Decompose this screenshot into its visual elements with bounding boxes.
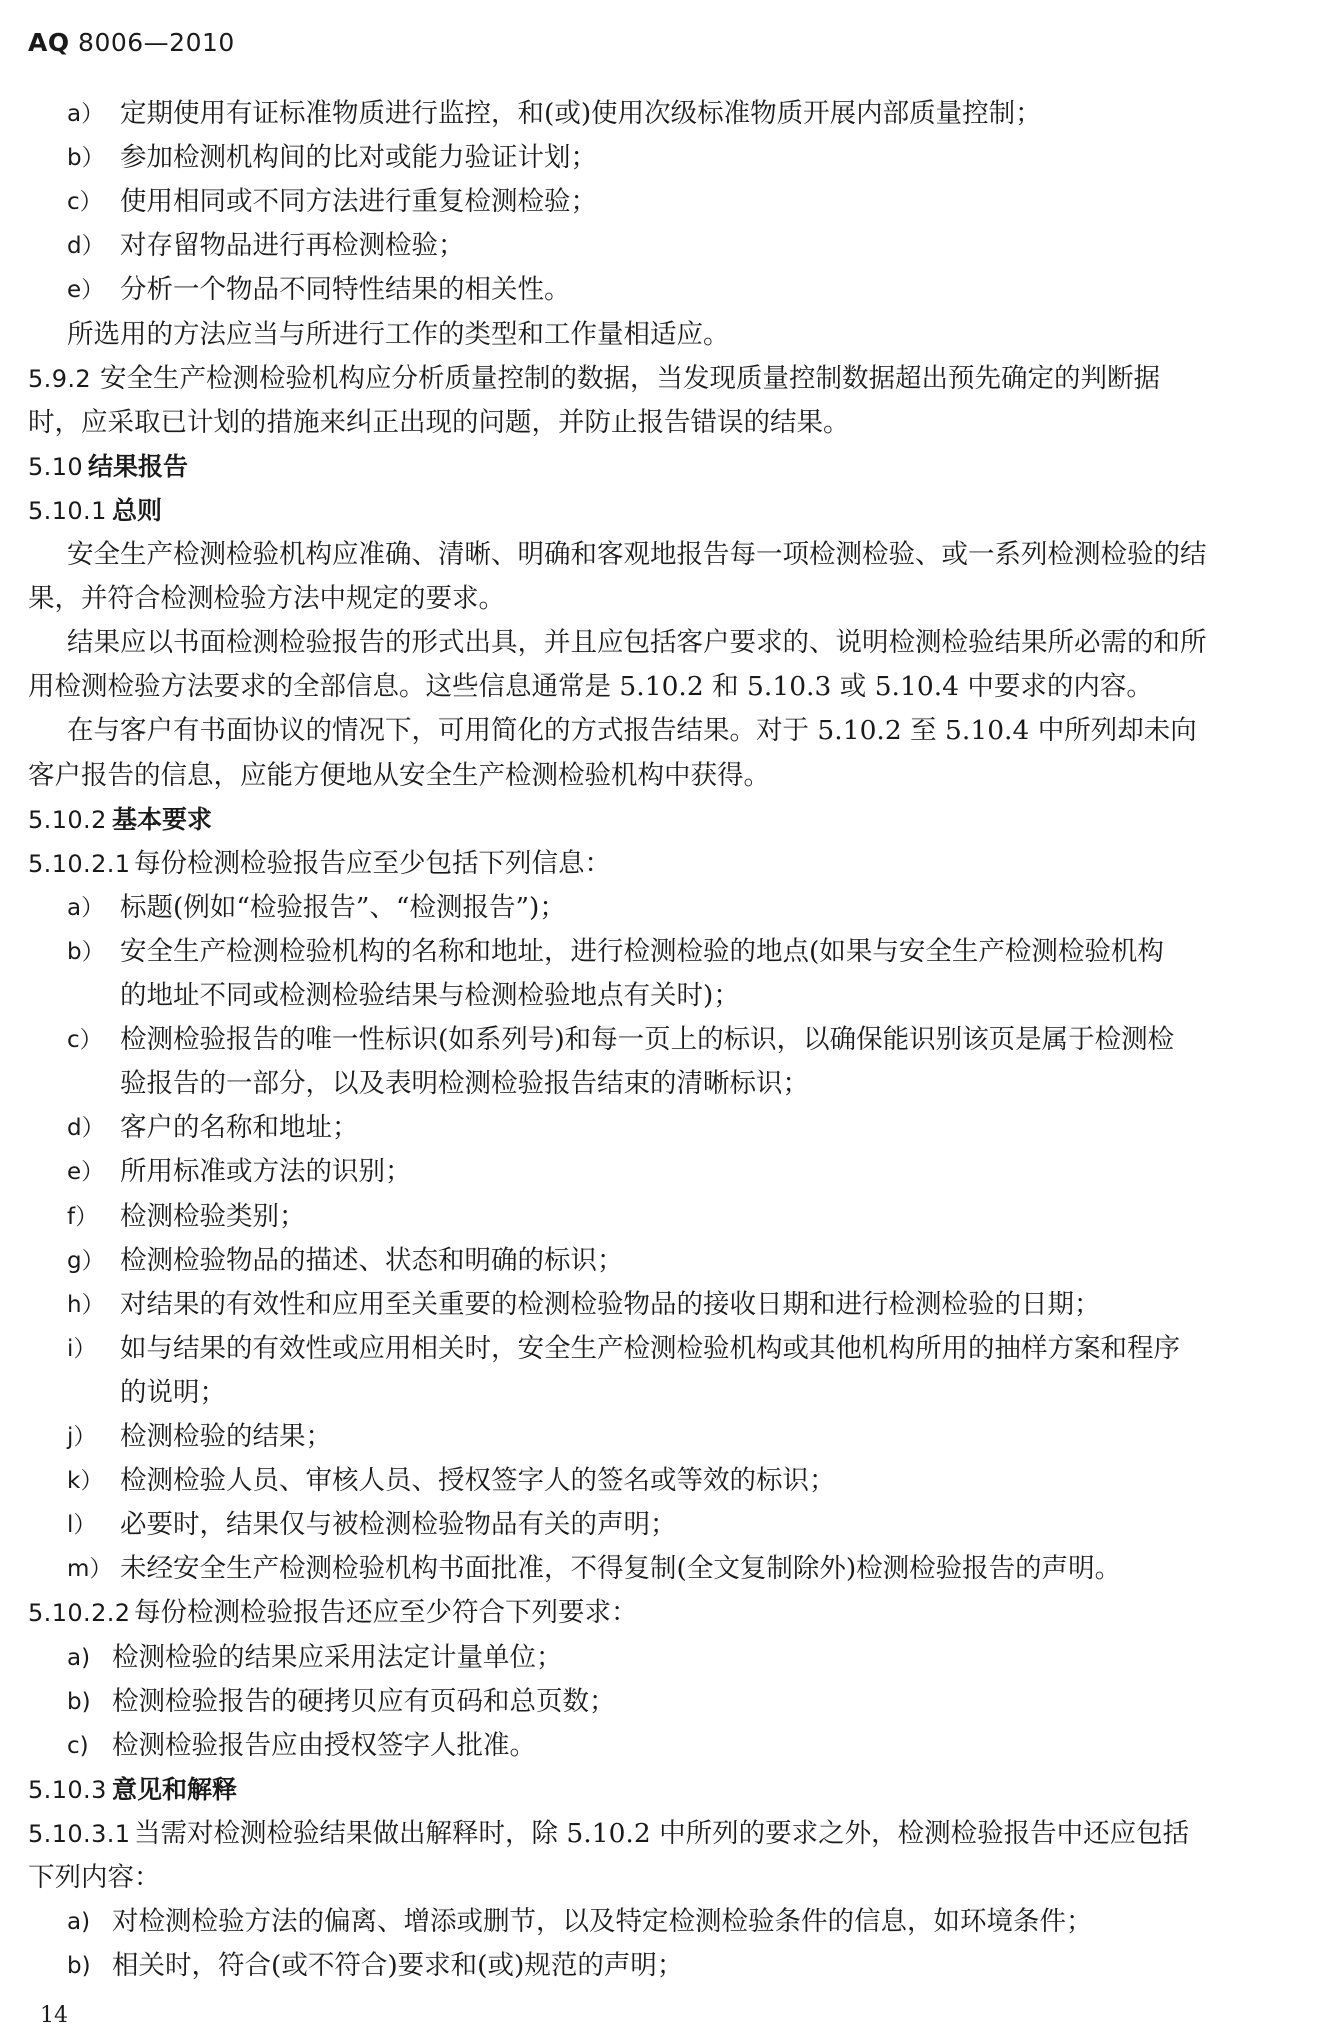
list-item-text: 相关时，符合(或不符合)要求和(或)规范的声明； — [112, 1950, 684, 1982]
paragraph-text: 所选用的方法应当与所进行工作的类型和工作量相适应。 — [67, 318, 730, 350]
section-heading: 基本要求 — [112, 804, 213, 834]
page-number: 14 — [40, 2003, 68, 2028]
list-item-text: 所用标准或方法的识别； — [120, 1156, 412, 1188]
list-item-label: l） — [67, 1512, 97, 1539]
list-item-label: b) — [67, 1953, 91, 1980]
document-code — [28, 28, 235, 57]
section-number: 5.10.2 — [28, 805, 107, 834]
clause-text: 每份检测检验报告应至少包括下列信息： — [134, 847, 611, 879]
list-item-label: c） — [67, 1027, 103, 1054]
list-item-text: 未经安全生产检测检验机构书面批准，不得复制(全文复制除外)检测检验报告的声明。 — [120, 1553, 1122, 1585]
list-item-text: 参加检测机构间的比对或能力验证计划； — [120, 142, 597, 174]
list-item-text: 检测检验物品的描述、状态和明确的标识； — [120, 1244, 624, 1276]
list-item-label: i） — [67, 1335, 97, 1362]
list-item-text: 检测检验报告的硬拷贝应有页码和总页数； — [112, 1685, 616, 1717]
paragraph-text: 结果应以书面检测检验报告的形式出具，并且应包括客户要求的、说明检测检验结果所必需的和所 — [67, 627, 1207, 659]
list-item-label: a） — [67, 894, 105, 921]
list-item-text: 对结果的有效性和应用至关重要的检测检验物品的接收日期和进行检测检验的日期； — [120, 1288, 1101, 1320]
list-item-text: 安全生产检测检验机构的名称和地址，进行检测检验的地点(如果与安全生产检测检验机构 — [120, 935, 1164, 967]
clause-text: 安全生产检测检验机构应分析质量控制的数据，当发现质量控制数据超出预先确定的判断据 — [100, 362, 1160, 394]
paragraph-continuation: 果，并符合检测检验方法中规定的要求。 — [28, 583, 505, 615]
paragraph-continuation: 时，应采取已计划的措施来纠正出现的问题，并防止报告错误的结果。 — [28, 406, 850, 438]
list-item-label: e） — [67, 1159, 105, 1186]
list-item-label: h） — [67, 1291, 105, 1318]
list-item-text: 如与结果的有效性或应用相关时，安全生产检测检验机构或其他机构所用的抽样方案和程序 — [120, 1332, 1180, 1364]
list-item-text: 检测检验人员、审核人员、授权签字人的签名或等效的标识； — [120, 1465, 836, 1497]
list-item-label: d） — [67, 233, 105, 260]
list-item-continuation: 的说明； — [120, 1376, 226, 1408]
list-item-label: j） — [67, 1424, 97, 1450]
list-item-label: d） — [67, 1115, 105, 1142]
document-code-prefix: AQ — [28, 28, 70, 57]
clause-number: 5.9.2 — [28, 364, 92, 393]
list-item-text: 对存留物品进行再检测检验； — [120, 230, 465, 262]
list-item-label: c） — [67, 189, 103, 216]
list-item-continuation: 的地址不同或检测检验结果与检测检验地点有关时)； — [120, 980, 740, 1011]
list-item-text: 使用相同或不同方法进行重复检测检验； — [120, 186, 597, 218]
list-item-text: 标题(例如“检验报告”、“检测报告”)； — [120, 891, 566, 923]
section-number: 5.10.1 — [28, 496, 107, 525]
paragraph-continuation: 下列内容： — [28, 1862, 161, 1893]
list-item-text: 定期使用有证标准物质进行监控，和(或)使用次级标准物质开展内部质量控制； — [120, 98, 1042, 129]
list-item-label: f） — [67, 1203, 99, 1230]
section-heading: 意见和解释 — [112, 1774, 238, 1804]
list-item-continuation: 验报告的一部分，以及表明检测检验报告结束的清晰标识； — [120, 1068, 809, 1100]
paragraph-continuation: 用检测检验方法要求的全部信息。这些信息通常是 5.10.2 和 5.10.3 或 5.10.4 中要求的内容。 — [28, 671, 1153, 703]
list-item-label: b） — [67, 938, 105, 965]
list-item-text: 检测检验报告的唯一性标识(如系列号)和每一页上的标识，以确保能识别该页是属于检测检 — [120, 1024, 1175, 1056]
clause-number: 5.10.3.1 — [28, 1819, 131, 1848]
list-item-text: 检测检验类别； — [120, 1200, 306, 1232]
list-item-text: 检测检验的结果； — [120, 1421, 332, 1452]
list-item-label: b） — [67, 145, 105, 172]
section-heading: 总则 — [112, 495, 163, 525]
list-item-text: 对检测检验方法的偏离、增添或删节，以及特定检测检验条件的信息，如环境条件； — [112, 1906, 1093, 1938]
list-item-text: 检测检验的结果应采用法定计量单位； — [112, 1641, 563, 1673]
section-number: 5.10 — [28, 452, 84, 481]
clause-number: 5.10.2.2 — [28, 1599, 131, 1628]
list-item-label: g） — [67, 1247, 105, 1274]
section-number: 5.10.3 — [28, 1775, 107, 1804]
list-item-label: m） — [67, 1556, 113, 1583]
clause-text: 每份检测检验报告还应至少符合下列要求： — [134, 1597, 638, 1629]
list-item-label: a) — [67, 1644, 91, 1671]
list-item-label: a） — [67, 101, 105, 127]
clause-text: 当需对检测检验结果做出解释时，除 5.10.2 中所列的要求之外，检测检验报告中还应包括 — [134, 1817, 1190, 1849]
list-item-text: 检测检验报告应由授权签字人批准。 — [112, 1729, 536, 1761]
list-item-text: 必要时，结果仅与被检测检验物品有关的声明； — [120, 1509, 677, 1541]
list-item-text: 分析一个物品不同特性结果的相关性。 — [120, 274, 571, 306]
paragraph-text: 在与客户有书面协议的情况下，可用简化的方式报告结果。对于 5.10.2 至 5.10.4 中所列却未向 — [67, 715, 1197, 747]
document-code-number: 8006—2010 — [69, 28, 235, 57]
list-item-label: b) — [67, 1688, 91, 1715]
paragraph-text: 安全生产检测检验机构应准确、清晰、明确和客观地报告每一项检测检验、或一系列检测检验的结 — [67, 539, 1207, 570]
section-heading: 结果报告 — [88, 451, 189, 481]
list-item-label: k） — [67, 1468, 104, 1495]
list-item-label: a) — [67, 1909, 91, 1936]
paragraph-continuation: 客户报告的信息，应能方便地从安全生产检测检验机构中获得。 — [28, 759, 770, 791]
clause-number: 5.10.2.1 — [28, 849, 131, 878]
list-item-label: e） — [67, 277, 105, 304]
list-item-label: c) — [67, 1732, 89, 1759]
list-item-text: 客户的名称和地址； — [120, 1112, 359, 1144]
